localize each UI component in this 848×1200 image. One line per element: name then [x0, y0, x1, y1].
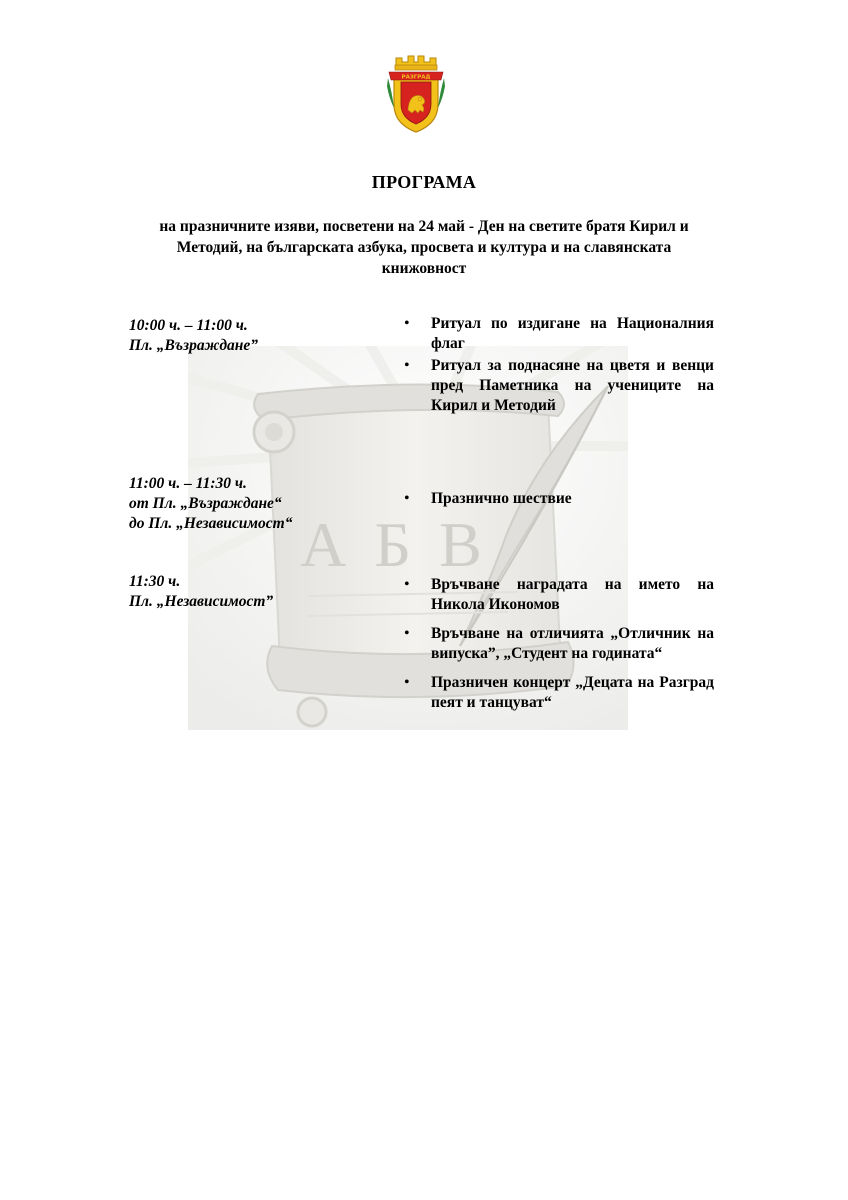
- schedule-place: Пл. „Възраждане”: [129, 337, 258, 354]
- schedule-item: • Празнично шествие: [400, 489, 714, 509]
- schedule-items-2: [400, 489, 714, 509]
- schedule-item: • Връчване на отличията „Отличник на випуска”, „Студент на годината“: [400, 624, 714, 664]
- coat-of-arms-logo: [384, 52, 448, 136]
- subtitle-line: на празничните изяви, посветени на 24 май - Ден на светите братя Кирил и: [159, 218, 689, 235]
- schedule-place: от Пл. „Възраждане“: [129, 495, 282, 512]
- crest-banner-text: РАЗГРАД: [401, 74, 431, 81]
- watermark-letters: А Б В: [300, 509, 488, 580]
- schedule-time: 11:30 ч.: [129, 573, 181, 590]
- schedule-items-3: [400, 575, 714, 713]
- schedule-time-place-2: [129, 474, 369, 534]
- document-subtitle: [124, 216, 724, 279]
- schedule-time-place-3: [129, 572, 369, 612]
- schedule-time-place-1: [129, 316, 369, 356]
- schedule-place: до Пл. „Независимост“: [129, 515, 293, 532]
- schedule-item: • Връчване наградата на името на Никола Икономов: [400, 575, 714, 615]
- schedule-time: 10:00 ч. – 11:00 ч.: [129, 317, 248, 334]
- schedule-item: • Празничен концерт „Децата на Разград пеят и танцуват“: [400, 673, 714, 713]
- document-title: ПРОГРАМА: [371, 172, 477, 192]
- schedule-place: Пл. „Независимост”: [129, 593, 274, 610]
- subtitle-line: Методий, на българската азбука, просвета и култура и на славянската: [176, 239, 672, 256]
- schedule-item: • Ритуал по издигане на Националния флаг: [400, 314, 714, 354]
- schedule-time: 11:00 ч. – 11:30 ч.: [129, 475, 247, 492]
- schedule-items-1: [400, 314, 714, 416]
- subtitle-line: книжовност: [381, 260, 467, 277]
- schedule-item: • Ритуал за поднасяне на цветя и венци пред Паметника на учениците на Кирил и Методий: [400, 356, 714, 416]
